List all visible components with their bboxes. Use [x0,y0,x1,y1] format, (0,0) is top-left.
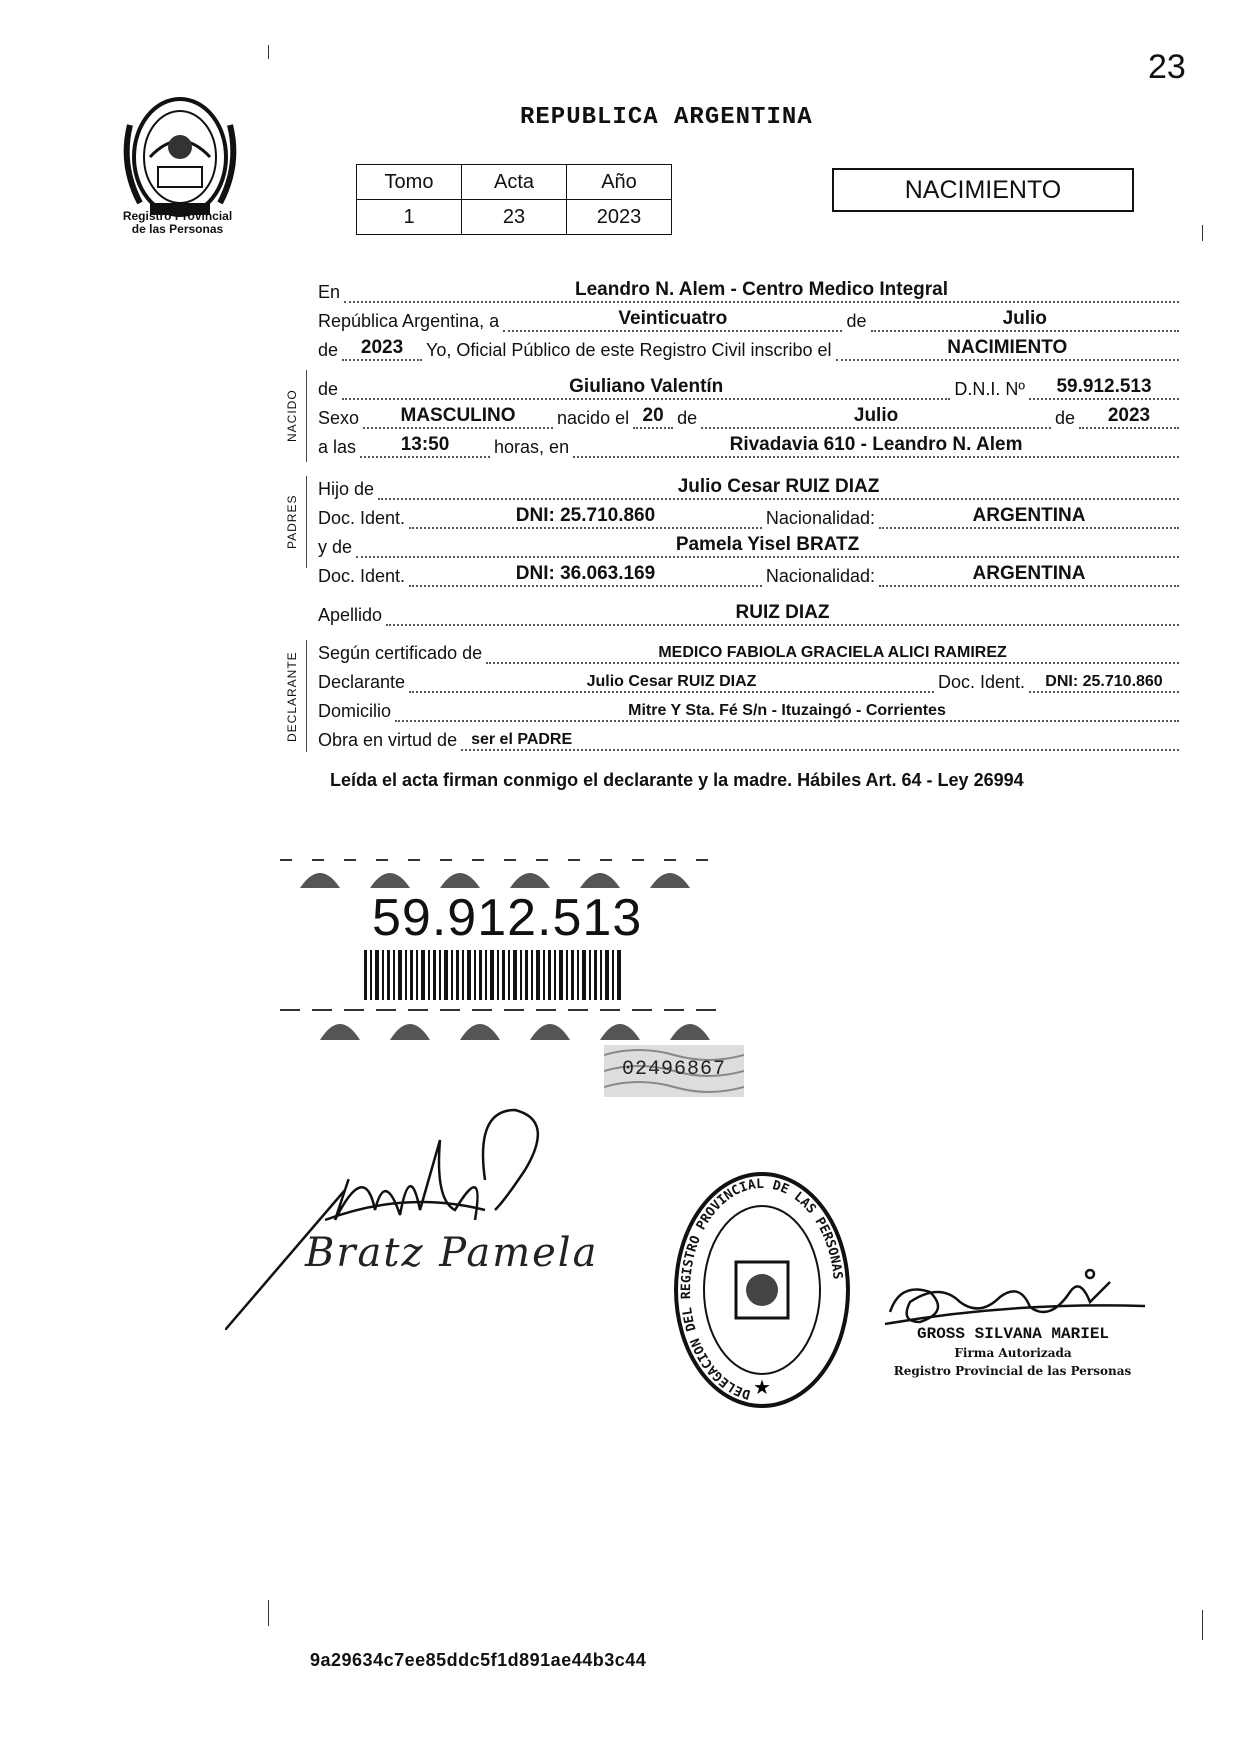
label-doc-father: Doc. Ident. [318,508,406,528]
row-year [318,333,1183,363]
label-de5: de [1054,408,1075,428]
label-de: de [846,311,867,331]
field-sex: MASCULINO [400,405,516,426]
margin-mark [1202,225,1203,241]
row-sex [318,401,1183,431]
row-declarant [318,665,1183,695]
row-surname [318,598,1183,628]
label-de2: de [318,340,339,360]
hologram-strip-bottom [280,1008,720,1040]
field-child-name: Giuliano Valentín [569,376,724,397]
sticker-serial: 02496867 [621,1058,726,1081]
row-mother [318,530,1183,560]
sticker-id: 59.912.513 [372,889,643,947]
field-place: Leandro N. Alem - Centro Medico Integral [575,279,949,300]
row-virtue [318,723,1183,753]
label-doc-mother: Doc. Ident. [318,566,406,586]
field-father-doc: DNI: 25.710.860 [515,505,656,526]
label-republica: República Argentina, a [318,311,500,331]
volume-header-ano: Año [567,165,672,200]
field-virtue: ser el PADRE [471,731,573,748]
side-label-nacido: NACIDO [285,389,299,443]
svg-text:DELEGACION DEL REGISTRO PROVIN [679,1177,845,1402]
margin-mark [1202,1610,1203,1640]
row-date [318,304,1183,334]
page-number: 23 [1148,48,1186,86]
volume-ano: 2023 [567,200,672,235]
country-title: REPUBLICA ARGENTINA [520,104,813,131]
section-bar-nacido [306,370,307,462]
label-sexo: Sexo [318,408,360,428]
row-certificate [318,636,1183,666]
section-bar-padres [306,476,307,568]
officer-title: Firma Autorizada [954,1346,1072,1360]
legal-note: Leída el acta firman conmigo el declarante y la madre. Hábiles Art. 64 - Ley 26994 [330,770,1024,790]
field-time: 13:50 [400,434,450,455]
hologram-strip [280,858,720,888]
field-year: 2023 [360,337,404,358]
side-label-declarante: DECLARANTE [285,651,299,743]
field-father: Julio Cesar RUIZ DIAZ [677,476,880,497]
field-father-nationality: ARGENTINA [972,505,1086,526]
volume-tomo: 1 [357,200,462,235]
officer-registry: Registro Provincial de las Personas [893,1364,1132,1378]
mother-signature: Bratz Pamela [305,1230,599,1276]
registry-label [100,210,255,236]
label-officer: Yo, Oficial Público de este Registro Civil inscribo el [426,340,832,360]
field-inscribed: NACIMIENTO [947,337,1068,358]
row-father-doc [318,501,1183,531]
act-type-box: NACIMIENTO [832,168,1134,212]
field-birth-year: 2023 [1107,405,1151,426]
field-surname: RUIZ DIAZ [735,602,830,623]
margin-mark [268,1600,269,1626]
field-mother-doc: DNI: 36.063.169 [515,563,656,584]
label-en: En [318,282,341,302]
label-de4: de [677,408,698,428]
field-declarant-name: Julio Cesar RUIZ DIAZ [586,673,757,690]
row-time [318,430,1183,460]
label-nac-father: Nacionalidad: [765,508,875,528]
volume-table [356,164,672,235]
field-dni: 59.912.513 [1056,376,1152,397]
label-doc-decl: Doc. Ident. [937,672,1025,692]
label-nacido: nacido el [557,408,630,428]
stamp-text: DELEGACION DEL REGISTRO PROVINCIAL DE LAS PERSONAS [679,1176,845,1402]
registry-line2: de las Personas [131,222,224,236]
declarant-signature [225,1100,585,1330]
row-father [318,472,1183,502]
field-birth-place: Rivadavia 610 - Leandro N. Alem [729,434,1023,455]
svg-text:★: ★ [753,1375,771,1399]
label-apellido: Apellido [318,605,383,625]
row-mother-doc [318,559,1183,589]
field-declarant-doc: DNI: 25.710.860 [1045,673,1163,690]
field-day-words: Veinticuatro [618,308,728,329]
row-name [318,372,1183,402]
field-address: Mitre Y Sta. Fé S/n - Ituzaingó - Corrientes [628,702,946,719]
stamp-ring-text [672,1170,852,1410]
field-birth-month: Julio [853,405,899,426]
barcode [364,950,624,1000]
field-certificate: MEDICO FABIOLA GRACIELA ALICI RAMIREZ [658,644,1007,661]
document-hash: 9a29634c7ee85ddc5f1d891ae44b3c44 [310,1650,647,1670]
label-nac-mother: Nacionalidad: [765,566,875,586]
label-de3: de [318,379,339,399]
label-cert: Según certificado de [318,643,483,663]
row-place [318,275,1183,305]
field-mother: Pamela Yisel BRATZ [675,534,860,555]
registry-line1: Registro Provincial [122,209,233,223]
volume-header-tomo: Tomo [357,165,462,200]
row-address [318,694,1183,724]
field-month: Julio [1002,308,1047,329]
label-declarante: Declarante [318,672,406,692]
field-birth-day: 20 [642,405,664,426]
volume-header-acta: Acta [462,165,567,200]
section-bar-declarante [306,640,307,752]
provincial-seal-emblem [110,85,250,225]
officer-name: GROSS SILVANA MARIEL [916,1325,1110,1343]
label-dni: D.N.I. Nº [954,379,1025,399]
label-y-de: y de [318,537,353,557]
label-horas: horas, en [494,437,570,457]
label-domicilio: Domicilio [318,701,392,721]
label-hijo: Hijo de [318,479,375,499]
volume-acta: 23 [462,200,567,235]
label-virtud: Obra en virtud de [318,730,458,750]
margin-mark [268,45,269,59]
label-a-las: a las [318,437,357,457]
field-mother-nationality: ARGENTINA [972,563,1086,584]
side-label-padres: PADRES [285,494,299,550]
